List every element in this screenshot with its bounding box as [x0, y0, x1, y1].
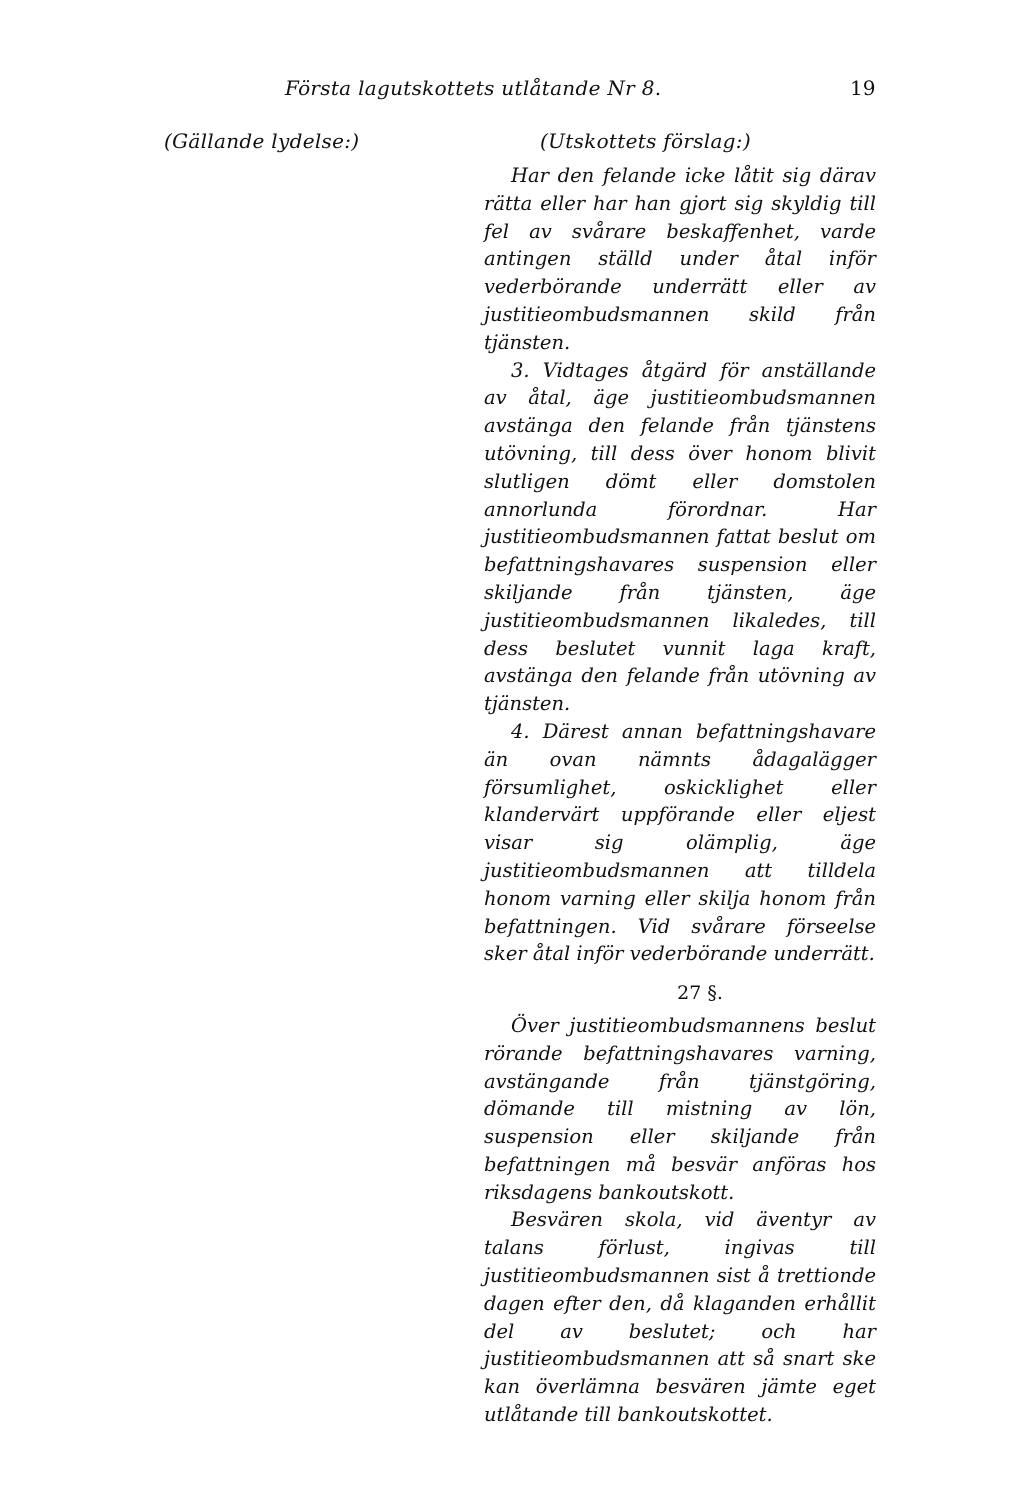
right-column-text: [484, 162, 876, 1429]
running-header-title: Första lagutskottets utlåtande Nr 8.: [285, 76, 662, 100]
paragraph-5: Besvären skola, vid äventyr av talans förlust, ingivas till justitieombudsmannen sist å trettionde dagen efter den, då klaganden erhållit del av beslutet; och har justitieombudsmannen att så snart ske kan överlämna besvären jämte eget utlåtande till bankoutskottet.: [484, 1208, 876, 1427]
section-heading: 27 §.: [677, 982, 723, 1005]
paragraph-4: Över justitieombudsmannens beslut rörande befattningshavares varning, avstängande från tjänstgöring, dömande till mistning av lön, suspension eller skiljande från befattningen må besvär anföras hos riksdagens bankoutskott.: [484, 1013, 876, 1204]
left-column-label: (Gällande lydelse:): [164, 129, 360, 153]
right-column-label: (Utskottets förslag:): [540, 129, 751, 153]
paragraph-3: 4. Därest annan befattningshavare än ovan nämnts ådagalägger försumlighet, oskicklighet eller klandervärt uppförande eller eljest visar sig olämplig, äge justitieombudsmannen att tilldela honom varning eller skilja honom från befattningen. Vid svårare förseelse sker åtal inför vederbörande underrätt.: [484, 719, 876, 966]
paragraph-1: Har den felande icke låtit sig därav rätta eller har han gjort sig skyldig till fel av svårare beskaffenhet, varde antingen ställd under åtal inför vederbörande underrätt eller av justitieombudsmannen skild från tjänsten.: [484, 164, 876, 354]
page-number: 19: [850, 76, 876, 100]
paragraph-2: 3. Vidtages åtgärd för anställande av åtal, äge justitieombudsmannen avstänga den felande från tjänstens utövning, till dess över honom blivit slutligen dömt eller domstolen annorlunda förordnar. Har justitieombudsmannen fattat beslut om befattningshavares suspension eller skiljande från tjänsten, äge justitieombudsmannen likaledes, till dess beslutet vunnit laga kraft, avstänga den felande från utövning av tjänsten.: [484, 358, 876, 716]
